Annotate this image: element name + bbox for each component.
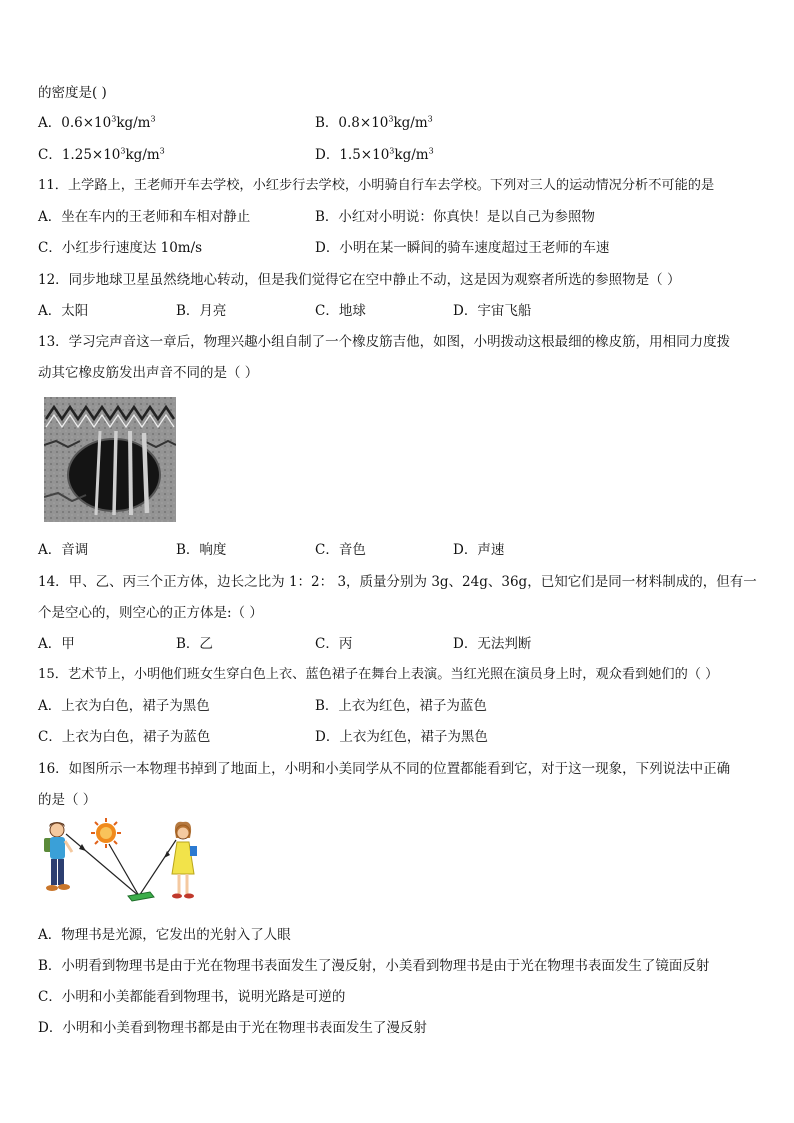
q13-stem-line1: 13．学习完声音这一章后，物理兴趣小组自制了一个橡皮筋吉他，如图，小明拨动这根最细的橡皮筋，用相同力度拨 — [38, 334, 731, 350]
q12-option-c: C．地球 — [315, 303, 366, 319]
q13-stem-line2: 动其它橡皮筋发出声音不同的是（ ） — [38, 365, 259, 381]
q12-option-b: B．月亮 — [176, 303, 227, 319]
q16-option-a: A．物理书是光源，它发出的光射入了人眼 — [38, 927, 291, 943]
q10-option-d: D．$1.5\times 10^3kg/m^3$ — [315, 146, 434, 163]
q16-option-c: C．小明和小美都能看到物理书，说明光路是可逆的 — [38, 989, 346, 1005]
q13-option-d: D．声速 — [453, 542, 505, 558]
q13-option-b: B．响度 — [176, 542, 227, 558]
q10-option-a: A．$0.6\times 10^3kg/m^3$ — [38, 114, 156, 131]
q11-option-c: C．小红步行速度达 10m/s — [38, 240, 203, 256]
q12-option-a: A．太阳 — [38, 303, 89, 319]
q15-option-a: A．上衣为白色，裙子为黑色 — [38, 698, 210, 714]
sun-icon — [91, 818, 121, 848]
q14-stem-line2: 个是空心的，则空心的正方体是:（ ） — [38, 605, 263, 621]
girl-figure — [172, 822, 197, 899]
rubber-band-guitar-figure — [44, 397, 176, 522]
q13-option-c: C．音色 — [315, 542, 366, 558]
q11-stem: 11．上学路上，王老师开车去学校，小红步行去学校，小明骑自行车去学校。下列对三人的运动情况分析不可能的是 — [38, 178, 715, 193]
q10-option-c: C．$1.25\times 10^3kg/m^3$ — [38, 146, 165, 163]
q14-option-b: B．乙 — [176, 636, 213, 652]
boy-figure — [44, 822, 72, 891]
q16-stem-line1: 16．如图所示一本物理书掉到了地面上，小明和小美同学从不同的位置都能看到它，对于这一现象，下列说法中正确 — [38, 761, 731, 777]
q15-stem: 15．艺术节上，小明他们班女生穿白色上衣、蓝色裙子在舞台上表演。当红光照在演员身上时，观众看到她们的（ ） — [38, 667, 719, 682]
q12-option-d: D．宇宙飞船 — [453, 303, 532, 319]
q15-option-b: B．上衣为红色，裙子为蓝色 — [315, 698, 487, 714]
q15-option-c: C．上衣为白色，裙子为蓝色 — [38, 729, 211, 745]
q13-option-a: A．音调 — [38, 542, 89, 558]
q14-option-c: C．丙 — [315, 636, 353, 652]
q11-option-d: D．小明在某一瞬间的骑车速度超过王老师的车速 — [315, 240, 610, 256]
q14-stem-line1: 14．甲、乙、丙三个正方体，边长之比为 1：2： 3，质量分别为 3g、24g、36g，已知它们是同一材料制成的，但有一 — [38, 574, 757, 590]
q11-option-a: A．坐在车内的王老师和车相对静止 — [38, 209, 251, 225]
q16-option-d: D．小明和小美看到物理书都是由于光在物理书表面发生了漫反射 — [38, 1020, 427, 1036]
q10-option-b: B．$0.8\times 10^3kg/m^3$ — [315, 114, 433, 131]
q11-option-b: B．小红对小明说：你真快！是以自己为参照物 — [315, 209, 595, 225]
q12-stem: 12．同步地球卫星虽然绕地心转动，但是我们觉得它在空中静止不动，这是因为观察者所选的参照物是（ ） — [38, 272, 681, 288]
q16-option-b: B．小明看到物理书是由于光在物理书表面发生了漫反射，小美看到物理书是由于光在物理书表面发生了镜面反射 — [38, 958, 710, 974]
q10-stem-tail: 的密度是( ) — [38, 85, 107, 101]
light-reflection-figure — [36, 816, 214, 914]
q15-option-d: D．上衣为红色，裙子为黑色 — [315, 729, 488, 745]
q14-option-a: A．甲 — [38, 636, 75, 652]
q16-stem-line2: 的是（ ） — [38, 792, 97, 808]
q14-option-d: D．无法判断 — [453, 636, 532, 652]
